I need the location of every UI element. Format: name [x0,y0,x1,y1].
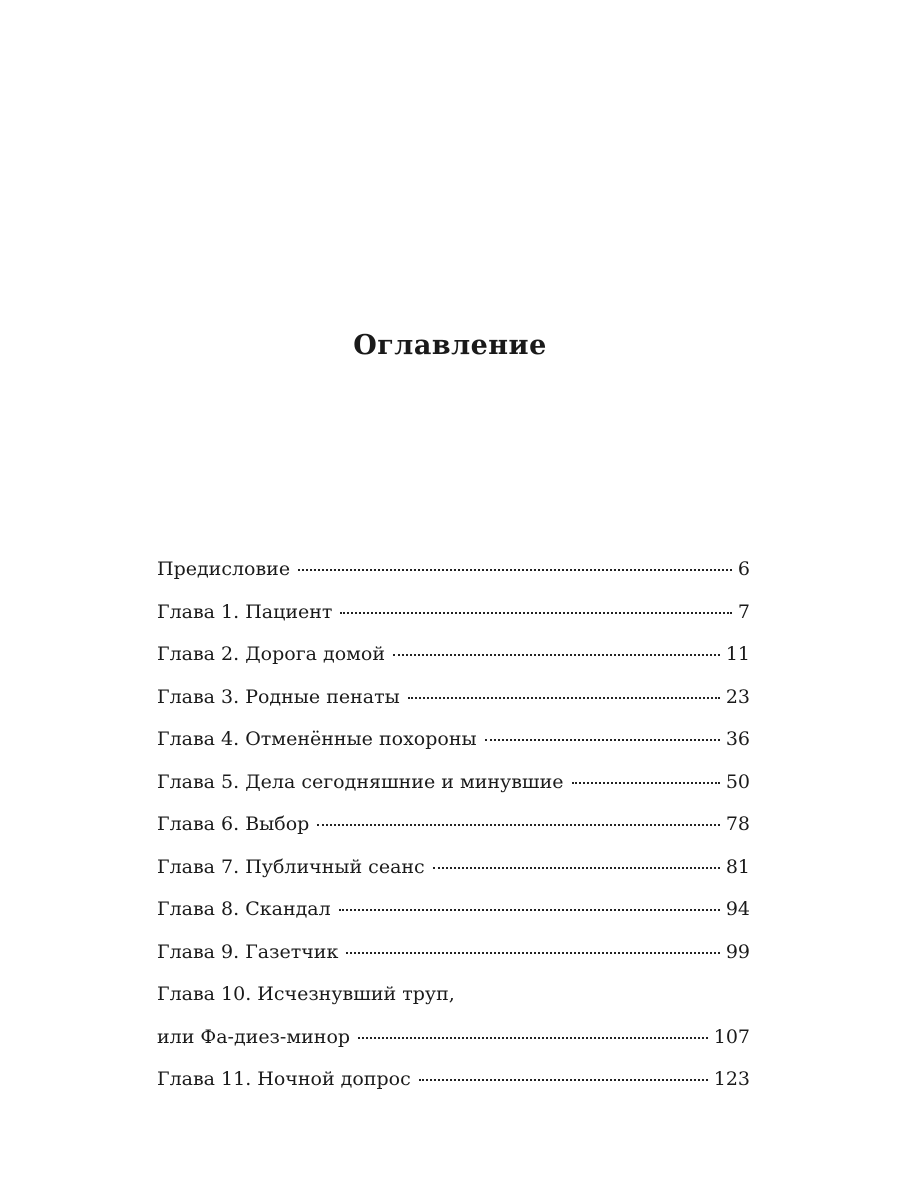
toc-entry-chapter-9[interactable] [157,941,750,984]
toc-entry-chapter-11[interactable] [157,1068,750,1111]
toc-entry-title: Глава 7. Публичный сеанс [157,855,425,878]
toc-entry-page: 7 [737,600,750,623]
toc-entry-page: 99 [725,940,750,963]
toc-entry-chapter-1[interactable] [157,601,750,644]
dot-leader [433,867,720,869]
toc-entry-title: Глава 6. Выбор [157,813,310,835]
dot-leader [358,1037,708,1039]
toc-entry-page: 81 [725,855,750,878]
toc-entry-page: 107 [713,1025,750,1048]
toc-entry-chapter-7[interactable] [157,856,750,899]
dot-leader [339,909,720,911]
dot-leader [408,697,720,699]
toc-entry-page: 6 [737,558,750,580]
toc-entry-page: 123 [713,1068,750,1090]
toc-entry-title: Глава 5. Дела сегодняшние и минувшие [157,770,564,793]
toc-entry-title: Глава 11. Ночной допрос [157,1068,411,1090]
toc-entry-chapter-5[interactable] [157,771,750,814]
toc-entry-title-line1: Глава 10. Исчезнувший труп, [157,983,455,1005]
table-of-contents [157,558,750,1111]
dot-leader [393,654,720,656]
toc-entry-page: 23 [725,685,750,708]
toc-entry-chapter-3[interactable] [157,686,750,729]
dot-leader [340,612,731,614]
toc-entry-chapter-6[interactable] [157,813,750,856]
toc-entry-chapter-2[interactable] [157,643,750,686]
toc-entry-page: 11 [725,643,750,665]
toc-entry-title: Глава 9. Газетчик [157,940,339,963]
dot-leader [485,739,720,741]
toc-entry-page: 94 [725,898,750,920]
dot-leader [317,824,719,826]
toc-entry-page: 78 [725,813,750,835]
toc-entry-preface[interactable] [157,558,750,601]
toc-entry-title: Предисловие [157,558,291,580]
toc-entry-chapter-4[interactable] [157,728,750,771]
dot-leader [419,1079,708,1081]
toc-entry-title: Глава 2. Дорога домой [157,643,386,665]
toc-entry-chapter-8[interactable] [157,898,750,941]
toc-entry-title: Глава 3. Родные пенаты [157,685,400,708]
toc-entry-chapter-10[interactable] [157,983,750,1068]
toc-entry-page: 36 [725,728,750,750]
dot-leader [572,782,720,784]
toc-entry-title-line2: или Фа-диез-минор [157,1025,351,1048]
toc-entry-title: Глава 8. Скандал [157,898,331,920]
dot-leader [346,952,719,954]
toc-entry-page: 50 [725,770,750,793]
dot-leader [298,569,732,571]
toc-entry-title: Глава 1. Пациент [157,600,333,623]
page-title: Оглавление [353,330,547,361]
toc-entry-title: Глава 4. Отменённые похороны [157,728,477,750]
